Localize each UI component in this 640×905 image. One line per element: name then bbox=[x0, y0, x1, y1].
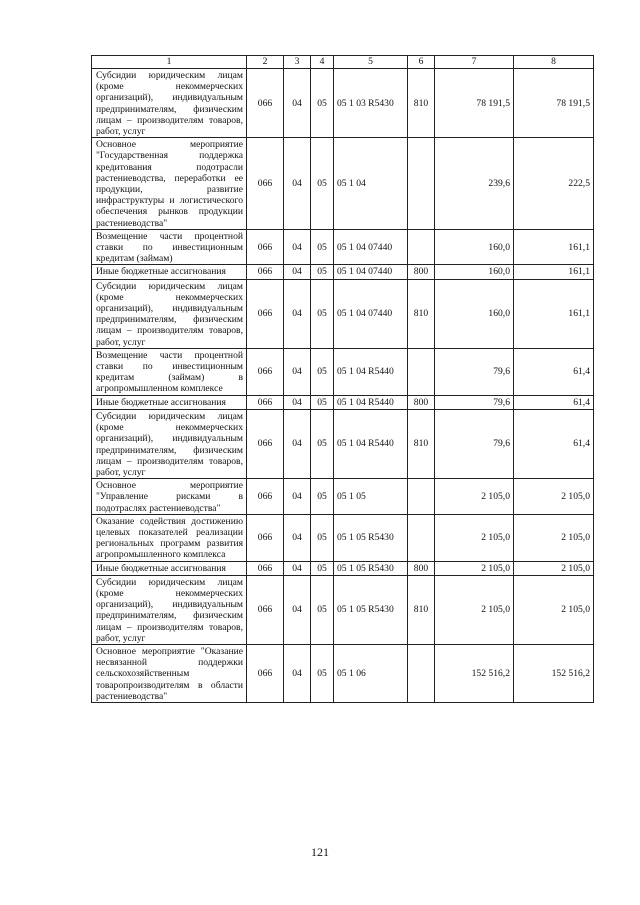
cell-amount-2019: 239,6 bbox=[435, 138, 514, 230]
table-row bbox=[92, 348, 594, 395]
cell-amount-2019: 152 516,2 bbox=[435, 644, 514, 702]
cell-target-article: 05 1 05 R5430 bbox=[334, 514, 408, 561]
cell-subsection: 05 bbox=[311, 479, 334, 515]
page-number: 121 bbox=[311, 845, 329, 859]
header-col-8: 8 bbox=[514, 56, 594, 69]
cell-subsection: 05 bbox=[311, 575, 334, 644]
row-name: Иные бюджетные ассигнования bbox=[92, 561, 247, 575]
table-row bbox=[92, 69, 594, 138]
table-row bbox=[92, 409, 594, 478]
cell-subsection: 05 bbox=[311, 229, 334, 265]
table-row bbox=[92, 279, 594, 348]
cell-amount-2020: 2 105,0 bbox=[514, 561, 594, 575]
cell-expense-type bbox=[408, 138, 435, 230]
cell-ministry: 066 bbox=[247, 409, 284, 478]
cell-amount-2020: 161,1 bbox=[514, 265, 594, 279]
cell-ministry: 066 bbox=[247, 279, 284, 348]
cell-target-article: 05 1 04 07440 bbox=[334, 279, 408, 348]
cell-target-article: 05 1 06 bbox=[334, 644, 408, 702]
cell-target-article: 05 1 04 R5440 bbox=[334, 409, 408, 478]
cell-amount-2020: 61,4 bbox=[514, 348, 594, 395]
cell-subsection: 05 bbox=[311, 644, 334, 702]
cell-amount-2020: 2 105,0 bbox=[514, 514, 594, 561]
cell-target-article: 05 1 05 R5430 bbox=[334, 561, 408, 575]
cell-subsection: 05 bbox=[311, 138, 334, 230]
cell-expense-type: 810 bbox=[408, 69, 435, 138]
cell-section: 04 bbox=[284, 229, 311, 265]
header-col-2: 2 bbox=[247, 56, 284, 69]
cell-section: 04 bbox=[284, 561, 311, 575]
cell-subsection: 05 bbox=[311, 561, 334, 575]
table-row bbox=[92, 138, 594, 230]
cell-target-article: 05 1 04 R5440 bbox=[334, 348, 408, 395]
budget-table bbox=[91, 55, 594, 703]
cell-section: 04 bbox=[284, 265, 311, 279]
cell-section: 04 bbox=[284, 348, 311, 395]
row-name: Субсидии юридическим лицам (кроме некоммерческих организаций), индивидуальным предпринимателям, физическим лицам – производителям товаров, работ, услуг bbox=[92, 69, 247, 138]
cell-amount-2019: 2 105,0 bbox=[435, 479, 514, 515]
cell-amount-2020: 2 105,0 bbox=[514, 575, 594, 644]
table-row bbox=[92, 644, 594, 702]
cell-ministry: 066 bbox=[247, 265, 284, 279]
row-name: Основное мероприятие "Управление рисками в подотраслях растениеводства" bbox=[92, 479, 247, 515]
cell-amount-2019: 160,0 bbox=[435, 229, 514, 265]
row-name: Оказание содействия достижению целевых показателей реализации региональных программ развития агропромышленного комплекса bbox=[92, 514, 247, 561]
cell-amount-2020: 61,4 bbox=[514, 409, 594, 478]
row-name: Иные бюджетные ассигнования bbox=[92, 265, 247, 279]
cell-expense-type bbox=[408, 348, 435, 395]
cell-expense-type: 800 bbox=[408, 395, 435, 409]
cell-subsection: 05 bbox=[311, 279, 334, 348]
cell-subsection: 05 bbox=[311, 69, 334, 138]
cell-target-article: 05 1 05 bbox=[334, 479, 408, 515]
cell-amount-2019: 2 105,0 bbox=[435, 514, 514, 561]
cell-amount-2019: 79,6 bbox=[435, 409, 514, 478]
row-name: Субсидии юридическим лицам (кроме некоммерческих организаций), индивидуальным предпринимателям, физическим лицам – производителям товаров, работ, услуг bbox=[92, 279, 247, 348]
row-name: Возмещение части процентной ставки по инвестиционным кредитам (займам) bbox=[92, 229, 247, 265]
header-row bbox=[92, 56, 594, 69]
table-row bbox=[92, 395, 594, 409]
cell-amount-2020: 152 516,2 bbox=[514, 644, 594, 702]
cell-amount-2019: 2 105,0 bbox=[435, 561, 514, 575]
cell-section: 04 bbox=[284, 395, 311, 409]
row-name: Субсидии юридическим лицам (кроме некоммерческих организаций), индивидуальным предпринимателям, физическим лицам – производителям товаров, работ, услуг bbox=[92, 409, 247, 478]
cell-ministry: 066 bbox=[247, 229, 284, 265]
cell-amount-2019: 79,6 bbox=[435, 395, 514, 409]
cell-expense-type: 810 bbox=[408, 575, 435, 644]
table-row bbox=[92, 479, 594, 515]
table-row bbox=[92, 514, 594, 561]
cell-target-article: 05 1 04 bbox=[334, 138, 408, 230]
cell-target-article: 05 1 05 R5430 bbox=[334, 575, 408, 644]
cell-amount-2020: 2 105,0 bbox=[514, 479, 594, 515]
cell-target-article: 05 1 04 07440 bbox=[334, 265, 408, 279]
cell-section: 04 bbox=[284, 514, 311, 561]
cell-amount-2019: 160,0 bbox=[435, 265, 514, 279]
cell-section: 04 bbox=[284, 575, 311, 644]
cell-section: 04 bbox=[284, 69, 311, 138]
cell-section: 04 bbox=[284, 644, 311, 702]
cell-expense-type: 800 bbox=[408, 265, 435, 279]
cell-expense-type bbox=[408, 479, 435, 515]
row-name: Иные бюджетные ассигнования bbox=[92, 395, 247, 409]
cell-subsection: 05 bbox=[311, 409, 334, 478]
header-col-7: 7 bbox=[435, 56, 514, 69]
cell-amount-2020: 161,1 bbox=[514, 279, 594, 348]
cell-target-article: 05 1 04 R5440 bbox=[334, 395, 408, 409]
cell-ministry: 066 bbox=[247, 69, 284, 138]
row-name: Возмещение части процентной ставки по инвестиционным кредитам (займам) в агропромышленном комплексе bbox=[92, 348, 247, 395]
cell-amount-2019: 160,0 bbox=[435, 279, 514, 348]
cell-ministry: 066 bbox=[247, 479, 284, 515]
table-row bbox=[92, 265, 594, 279]
cell-amount-2020: 222,5 bbox=[514, 138, 594, 230]
header-col-5: 5 bbox=[334, 56, 408, 69]
cell-ministry: 066 bbox=[247, 348, 284, 395]
cell-expense-type bbox=[408, 514, 435, 561]
cell-ministry: 066 bbox=[247, 561, 284, 575]
cell-section: 04 bbox=[284, 409, 311, 478]
cell-expense-type bbox=[408, 229, 435, 265]
cell-target-article: 05 1 03 R5430 bbox=[334, 69, 408, 138]
cell-target-article: 05 1 04 07440 bbox=[334, 229, 408, 265]
cell-ministry: 066 bbox=[247, 395, 284, 409]
cell-ministry: 066 bbox=[247, 514, 284, 561]
cell-amount-2019: 2 105,0 bbox=[435, 575, 514, 644]
cell-section: 04 bbox=[284, 279, 311, 348]
header-col-6: 6 bbox=[408, 56, 435, 69]
cell-ministry: 066 bbox=[247, 644, 284, 702]
cell-subsection: 05 bbox=[311, 514, 334, 561]
cell-subsection: 05 bbox=[311, 265, 334, 279]
cell-subsection: 05 bbox=[311, 395, 334, 409]
cell-expense-type: 810 bbox=[408, 409, 435, 478]
row-name: Основное мероприятие "Оказание несвязанной поддержки сельскохозяйственным товаропроизводителям в области растениеводства" bbox=[92, 644, 247, 702]
cell-subsection: 05 bbox=[311, 348, 334, 395]
table-row bbox=[92, 561, 594, 575]
cell-amount-2020: 78 191,5 bbox=[514, 69, 594, 138]
header-col-1: 1 bbox=[92, 56, 247, 69]
cell-amount-2020: 161,1 bbox=[514, 229, 594, 265]
cell-amount-2020: 61,4 bbox=[514, 395, 594, 409]
cell-ministry: 066 bbox=[247, 138, 284, 230]
cell-ministry: 066 bbox=[247, 575, 284, 644]
row-name: Субсидии юридическим лицам (кроме некоммерческих организаций), индивидуальным предпринимателям, физическим лицам – производителям товаров, работ, услуг bbox=[92, 575, 247, 644]
cell-expense-type: 800 bbox=[408, 561, 435, 575]
table-row bbox=[92, 575, 594, 644]
cell-amount-2019: 79,6 bbox=[435, 348, 514, 395]
cell-section: 04 bbox=[284, 138, 311, 230]
cell-section: 04 bbox=[284, 479, 311, 515]
cell-expense-type bbox=[408, 644, 435, 702]
header-col-3: 3 bbox=[284, 56, 311, 69]
row-name: Основное мероприятие "Государственная поддержка кредитования подотрасли растениеводства, переработки ее продукции, развитие инфраструктуры и логистического обеспечения рынков продукции растениеводства" bbox=[92, 138, 247, 230]
table-row bbox=[92, 229, 594, 265]
cell-expense-type: 810 bbox=[408, 279, 435, 348]
header-col-4: 4 bbox=[311, 56, 334, 69]
cell-amount-2019: 78 191,5 bbox=[435, 69, 514, 138]
